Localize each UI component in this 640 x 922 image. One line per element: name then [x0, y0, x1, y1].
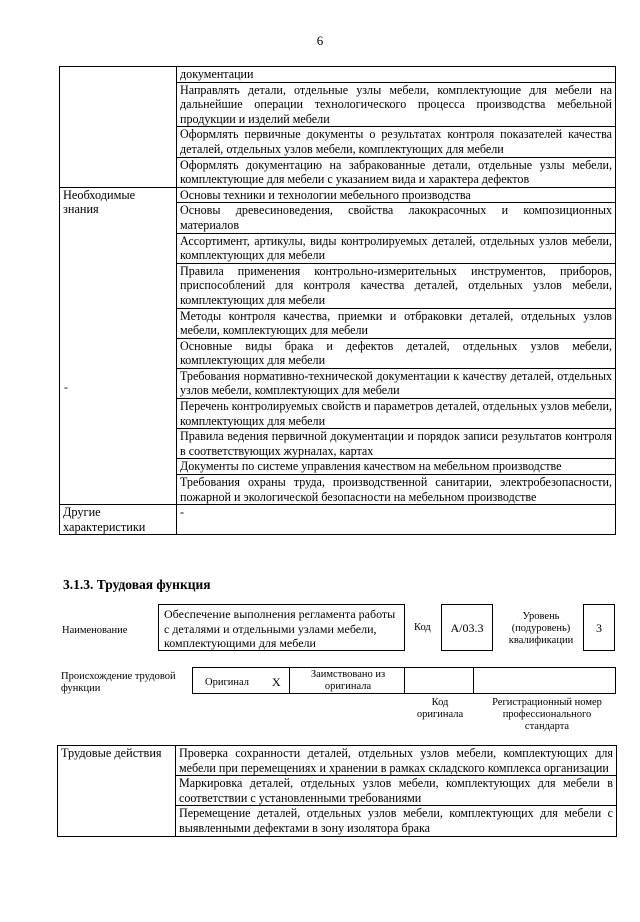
table-cell: Оформлять документацию на забракованные детали, отдельные узлы мебели, комплектующие для мебели с указанием вида и характера дефектов [177, 157, 616, 187]
table-row [60, 187, 616, 203]
row-label-actions: Трудовые действия [58, 746, 176, 837]
row-label-knowledge: Необходимые знания [60, 187, 177, 504]
table-cell: Ассортимент, артикулы, виды контролируемых деталей, отдельных узлов мебели, комплектующих для мебели [177, 233, 616, 263]
table-row [60, 505, 616, 535]
table-cell: Правила ведения первичной документации и порядок записи результатов контроля в соответствующих журналах, картах [177, 429, 616, 459]
table-cell: Проверка сохранности деталей, отдельных узлов мебели, комплектующих для мебели при перемещениях и хранении в рамках складского комплекса организации [176, 746, 617, 776]
table-cell: Основы техники и технологии мебельного производства [177, 187, 616, 203]
level-label: Уровень (подуровень) квалификации [508, 611, 574, 646]
table-cell: Маркировка деталей, отдельных узлов мебели, комплектующих для мебели в соответствии с установленными требованиями [176, 776, 617, 806]
page-number: 6 [316, 33, 324, 48]
code-value: A/03.3 [441, 604, 493, 651]
table-cell: - [177, 505, 616, 535]
margin-mark: - [64, 380, 68, 394]
labor-actions-table [57, 745, 617, 837]
name-label: Наименование [62, 625, 128, 636]
origin-label: Происхождение трудовой функции [61, 671, 176, 694]
table-cell: документации [177, 67, 616, 83]
origin-code-label: Код оригинала [416, 697, 464, 720]
code-label: Код [414, 622, 431, 633]
knowledge-table [59, 66, 616, 535]
original-label: Оригинал [205, 677, 249, 688]
table-cell: Методы контроля качества, приемки и отбраковки деталей, отдельных узлов мебели, комплектующих для мебели [177, 308, 616, 338]
row-label-other: Другие характеристики [60, 505, 177, 535]
table-cell: Документы по системе управления качеством на мебельном производстве [177, 459, 616, 475]
section-title: 3.1.3. Трудовая функция [63, 577, 211, 592]
table-cell: Основы древесиноведения, свойства лакокрасочных и композиционных материалов [177, 203, 616, 233]
level-value: 3 [583, 604, 615, 651]
table-row [58, 746, 617, 776]
table-cell: Правила применения контрольно-измерительных инструментов, приборов, приспособлений для контроля качества деталей, отдельных узлов мебели, комплектующих для мебели [177, 263, 616, 308]
table-cell: Требования охраны труда, производственной санитарии, электробезопасности, пожарной и экологической безопасности на мебельном производстве [177, 475, 616, 505]
table-cell: Основные виды брака и дефектов деталей, отдельных узлов мебели, комплектующих для мебели [177, 338, 616, 368]
borrowed-label: Заимствовано из оригинала [310, 669, 386, 692]
table-cell: Направлять детали, отдельные узлы мебели, комплектующие для мебели на дальнейшие операции технологического процесса производства мебельной продукции и изделий мебели [177, 82, 616, 127]
row-label [60, 67, 177, 188]
original-mark: X [272, 675, 281, 689]
table-cell: Оформлять первичные документы о результатах контроля показателей качества деталей, отдельных узлов мебели, комплектующих для мебели [177, 127, 616, 157]
divider [473, 667, 474, 694]
table-row [60, 67, 616, 83]
name-value: Обеспечение выполнения регламента работы с деталями и отдельными узлами мебели, комплектующими для мебели [158, 604, 405, 651]
table-cell: Перечень контролируемых свойств и параметров деталей, отдельных узлов мебели, комплектующих для мебели [177, 399, 616, 429]
divider [289, 667, 290, 694]
divider [404, 667, 405, 694]
reg-number-label: Регистрационный номер профессионального стандарта [492, 697, 602, 732]
table-cell: Перемещение деталей, отдельных узлов мебели, комплектующих для мебели с выявленными дефектами в зону изолятора брака [176, 806, 617, 836]
table-cell: Требования нормативно-технической документации к качеству деталей, отдельных узлов мебели, комплектующих для мебели [177, 368, 616, 398]
